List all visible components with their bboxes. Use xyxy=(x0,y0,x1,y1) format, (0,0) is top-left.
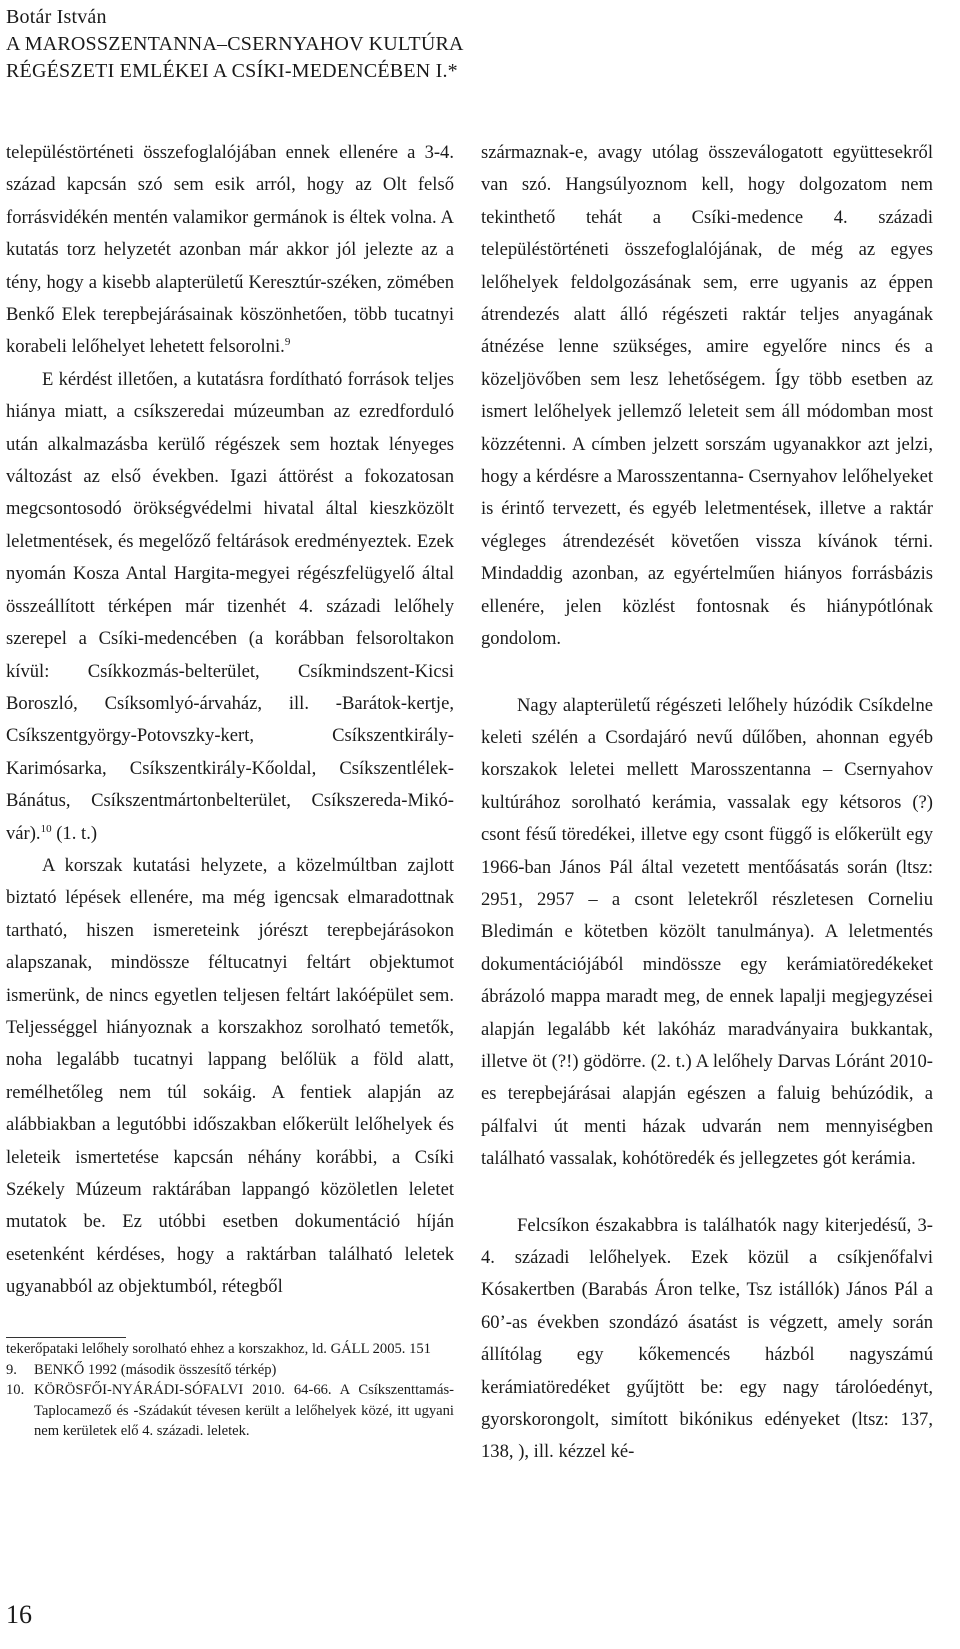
paragraph-gap xyxy=(481,656,933,690)
right-paragraph-1: származnak-e, avagy utólag összeválogatott együttesekről van szó. Hangsúlyoznom kell, hogy dolgozatom nem tekinthető tehát a Csíki-medence 4. századi településtörténeti összefoglalójának, de még az egyes lelőhelyek feldolgozásának sem, erre ugyanis az éppen átrendezés alatt álló régészeti raktár teljes anyagának átnézése lenne szükséges, amire egyelőre nincs és a közeljövőben sem lesz lehetőségem. Így több esetben az ismert lelőhelyek jellemző leleteit sem áll módomban most közzétenni. A címben jelzett sorszám ugyanakkor azt jelzi, hogy a kérdésre a Marosszentanna- Csernyahov lelőhelyeket is érintő tervezett, és egyéb leletmentések, illetve a raktár végleges átrendezését követően vissza kívánok térni. Mindaddig azonban, az egyértelműen hiányos forrásbázis ellenére, jelen közlést fontosnak és hiánypótlónak gondolom. xyxy=(481,142,933,650)
header-author: Botár István xyxy=(6,6,107,28)
header-title-line1: A MAROSSZENTANNA–CSERNYAHOV KULTÚRA xyxy=(6,33,464,55)
left-column xyxy=(6,137,454,1304)
footnote-10-number: 10. xyxy=(6,1382,25,1398)
left-paragraph-1 xyxy=(6,137,454,364)
right-paragraph-3: Felcsíkon északabbra is találhatók nagy kiterjedésű, 3-4. századi lelőhelyek. Ezek közül a csíkjenőfalvi Kósakertben (Barabás Áron telke, Tsz istállók) János Pál a 60’-as években szondázó ásatást is végzett, amely során állítólag egy kőkemencés házból nagyszámú kerámiatöredéket gyűjtött be: egy nagy tárolóedényt, gyorskorongolt, simított bikónikus edényeket (ltsz: 137, 138, ), ill. kézzel ké- xyxy=(481,1214,933,1463)
right-column xyxy=(481,137,933,1469)
footnote-10 xyxy=(6,1380,454,1442)
left-paragraph-2-text: E kérdést illetően, a kutatásra fordítható források teljes hiánya miatt, a csíkszeredai múzeumban az ezredforduló után alkalmazásba kerülő régészek sem hoztak lényeges változást az első években. Igazi áttörést a fokozatosan megcsontosodó örökségvédelmi hivatal által kieszközölt leletmentések, és megelőző feltárások eredményeztek. Ezek nyomán Kosza Antal Hargita-megyei régészfelügyelő által összeállított térképen már tizenhét 4. századi lelőhely szerepel a Csíki-medencében (a korábban felsoroltakon kívül: Csíkkozmás-belterület, Csíkmindszent-Kicsi Boroszló, Csíksomlyó-árvaház, ill. -Barátok-kertje, Csíkszentgyörgy-Potovszky-kert, Csíkszentkirály-Karimósarka, Csíkszentkirály-Kőoldal, Csíkszentlélek-Bánátus, Csíkszentmártonbelterület, Csíkszereda-Mikó-vár). xyxy=(6,368,454,844)
right-paragraph-2: Nagy alapterületű régészeti lelőhely húzódik Csíkdelne keleti szélén a Csordajáró nevű dűlőben, ahonnan egyéb korszakok leletei mellett Marosszentanna – Csernyahov kultúrához sorolható kerámia, vassalak egy kétsoros (?) csont fésű töredékei, illetve egy csont függő is előkerült egy 1966-ban János Pál által vezetett mentőásatás során (ltsz: 2951, 2957 – a csont leletekről részletesen Corneliu Bledimán e kötetben közölt tanulmánya). A leletmentés dokumentációjából mindössze egy kerámiatöredékeket ábrázoló mappa maradt meg, de ennek lapalji megjegyzései alapján legalább két lakóház maradványaira bukkantak, illetve öt (?!) gödörre. (2. t.) A lelőhely Darvas Lóránt 2010-es terepbejárásai alapján egészen a faluig behúzódik, a pálfalvi út menti házak udvarán nem mennyiségben található vassalak, kohótöredék és jellegzetes gót kerámia. xyxy=(481,694,933,1170)
footnote-9 xyxy=(6,1360,454,1381)
footnote-9-text: BENKŐ 1992 (második összesítő térkép) xyxy=(34,1361,277,1378)
footnote-9-number: 9. xyxy=(6,1361,17,1378)
paragraph-gap xyxy=(481,1176,933,1210)
left-paragraph-2 xyxy=(6,364,454,850)
footnote-separator xyxy=(6,1337,126,1338)
left-paragraph-2-tail: (1. t.) xyxy=(51,822,98,844)
left-paragraph-3: A korszak kutatási helyzete, a közelmúltban zajlott biztató lépések ellenére, ma még igencsak elmaradottnak tartható, hiszen ismereteink jórészt terepbejárásokon alapszanak, mindössze féltucatnyi feltárt objektumot ismerünk, de nincs egyetlen teljesen feltárt lakóépület sem. Teljességgel hiányoznak a korszakhoz sorolható temetők, noha legalább tucatnyi lappang belőlük a föld alatt, remélhetőleg nem túl sokáig. A fentiek alapján az alábbiakban a legutóbbi időszakban előkerült lelőhelyek és leleteik ismertetése kapcsán néhány korábbi, a Csíki Székely Múzeum raktárában lappangó közöletlen leletet mutatok be. Ez utóbbi esetben dokumentáció híján esetenként kérdéses, hogy a raktárban található leletek ugyanabból az objektumból, rétegből xyxy=(6,854,454,1298)
header-title-line2: RÉGÉSZETI EMLÉKEI A CSÍKI-MEDENCÉBEN I.* xyxy=(6,60,458,82)
footnote-10-text: KÖRÖSFŐI-NYÁRÁDI-SÓFALVI 2010. 64-66. A Csíkszenttamás-Taplocamező és -Szádakút tévesen került a lelőhelyek közé, itt ugyani nem kerületek elő 4. századi. leletek. xyxy=(34,1382,454,1439)
footnote-ref-10: 10 xyxy=(40,822,52,835)
footnotes xyxy=(6,1339,454,1442)
footnote-ref-9: 9 xyxy=(284,336,291,349)
page-number: 16 xyxy=(6,1600,32,1629)
left-paragraph-1-text: településtörténeti összefoglalójában ennek ellenére a 3-4. század kapcsán szó sem esik arról, hogy az Olt felső forrásvidékén mentén valamikor germánok is éltek volna. A kutatás torz helyzetét azonban már akkor jól jelezte az a tény, hogy a kisebb alapterületű Keresztúr-széken, zömében Benkő Elek terepbejárásainak köszönhetően, több tucatnyi korabeli lelőhelyet lehetett felsorolni. xyxy=(6,142,454,358)
running-header xyxy=(6,4,464,85)
footnote-continuation: tekerőpataki lelőhely sorolható ehhez a korszakhoz, ld. GÁLL 2005. 151 xyxy=(6,1341,431,1357)
